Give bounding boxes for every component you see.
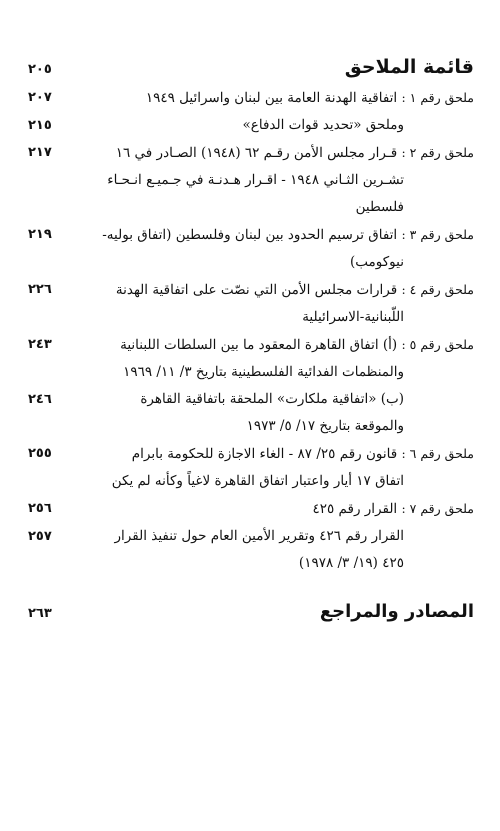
appendix-page-number: ٢٤٦: [28, 392, 52, 407]
appendix-line: فلسطين: [355, 199, 404, 215]
appendix-line: اللّبنانية-الاسرائيلية: [302, 309, 404, 325]
appendix-entry-5b: [28, 386, 474, 440]
appendix-page-number: ٢٤٣: [28, 337, 52, 352]
appendix-line: والموقعة بتاريخ ١٧/ ٥/ ١٩٧٣: [246, 418, 404, 434]
appendices-heading: [28, 52, 474, 82]
appendix-entry-7-sub: [28, 523, 474, 577]
appendix-entry-3: [28, 221, 474, 276]
appendix-label: ملحق رقم ٦ :: [401, 446, 474, 461]
appendices-page-number: ٢٠٥: [28, 62, 52, 77]
appendix-line: وملحق «تحديد قوات الدفاع»: [242, 117, 404, 133]
appendix-page-number: ٢١٥: [28, 118, 52, 133]
appendix-entry-2: [28, 139, 474, 221]
references-section: [28, 597, 474, 627]
references-title: المصادر والمراجع: [319, 601, 474, 622]
appendix-page-number: ٢١٧: [28, 145, 52, 160]
appendix-page-number: ٢٥٦: [28, 501, 52, 516]
appendix-label: ملحق رقم ٧ :: [401, 501, 474, 516]
appendix-line: قـرار مجلس الأمن رقـم ٦٢ (١٩٤٨) الصـادر في ١٦: [115, 145, 398, 161]
appendix-line: اتفاق ترسيم الحدود بين لبنان وفلسطين (اتفاق بوليه-: [102, 227, 398, 243]
appendix-line: قرارات مجلس الأمن التي نصّت على اتفاقية الهدنة: [115, 282, 398, 298]
appendix-line: نيوكومب): [350, 254, 404, 270]
appendix-entry-4: [28, 276, 474, 331]
appendix-label: ملحق رقم ٢ :: [401, 145, 474, 160]
appendix-line: اتفاق ١٧ أيار واعتبار اتفاق القاهرة لاغياً وكأنه لم يكن: [111, 473, 404, 489]
appendix-page-number: ٢٥٧: [28, 529, 52, 544]
appendix-line: (ب) «اتفاقية ملكارت» الملحقة باتفاقية القاهرة: [140, 391, 404, 407]
appendix-label: ملحق رقم ٤ :: [401, 282, 474, 297]
appendix-entries: [28, 84, 474, 577]
references-heading: [28, 597, 474, 627]
appendix-line: اتفاقية الهدنة العامة بين لبنان واسرائيل ١٩٤٩: [145, 90, 398, 106]
appendix-page-number: ٢٥٥: [28, 446, 52, 461]
appendix-label: ملحق رقم ١ :: [401, 90, 474, 105]
appendix-entry-1: [28, 84, 474, 112]
appendix-line: القرار رقم ٤٢٥: [312, 501, 398, 517]
appendix-entry-1-sub: [28, 112, 474, 139]
appendix-entry-5a: [28, 331, 474, 386]
appendix-line: قانون رقم ٢٥/ ٨٧ - الغاء الاجازة للحكومة بابرام: [131, 446, 398, 462]
appendix-label: ملحق رقم ٣ :: [401, 227, 474, 242]
appendix-line: والمنظمات الفدائية الفلسطينية بتاريخ ٣/ ١١/ ١٩٦٩: [123, 364, 404, 380]
appendix-page-number: ٢٢٦: [28, 282, 52, 297]
appendix-line: ٤٢٥ (١٩/ ٣/ ١٩٧٨): [298, 555, 404, 571]
appendix-line: (أ) اتفاق القاهرة المعقود ما بين السلطات اللبنانية: [120, 337, 398, 353]
appendix-line: تشـرين الثـاني ١٩٤٨ - اقـرار هـدنـة في جـميـع انـحـاء: [107, 172, 404, 188]
appendix-entry-7: [28, 495, 474, 523]
appendix-label: ملحق رقم ٥ :: [401, 337, 474, 352]
table-of-contents: [28, 52, 474, 831]
appendix-page-number: ٢١٩: [28, 227, 52, 242]
appendix-entry-6: [28, 440, 474, 495]
appendix-line: القرار رقم ٤٢٦ وتقرير الأمين العام حول تنفيذ القرار: [114, 528, 404, 544]
appendix-page-number: ٢٠٧: [28, 90, 52, 105]
references-page-number: ٢٦٣: [28, 606, 52, 621]
appendices-title: قائمة الملاحق: [344, 56, 474, 78]
